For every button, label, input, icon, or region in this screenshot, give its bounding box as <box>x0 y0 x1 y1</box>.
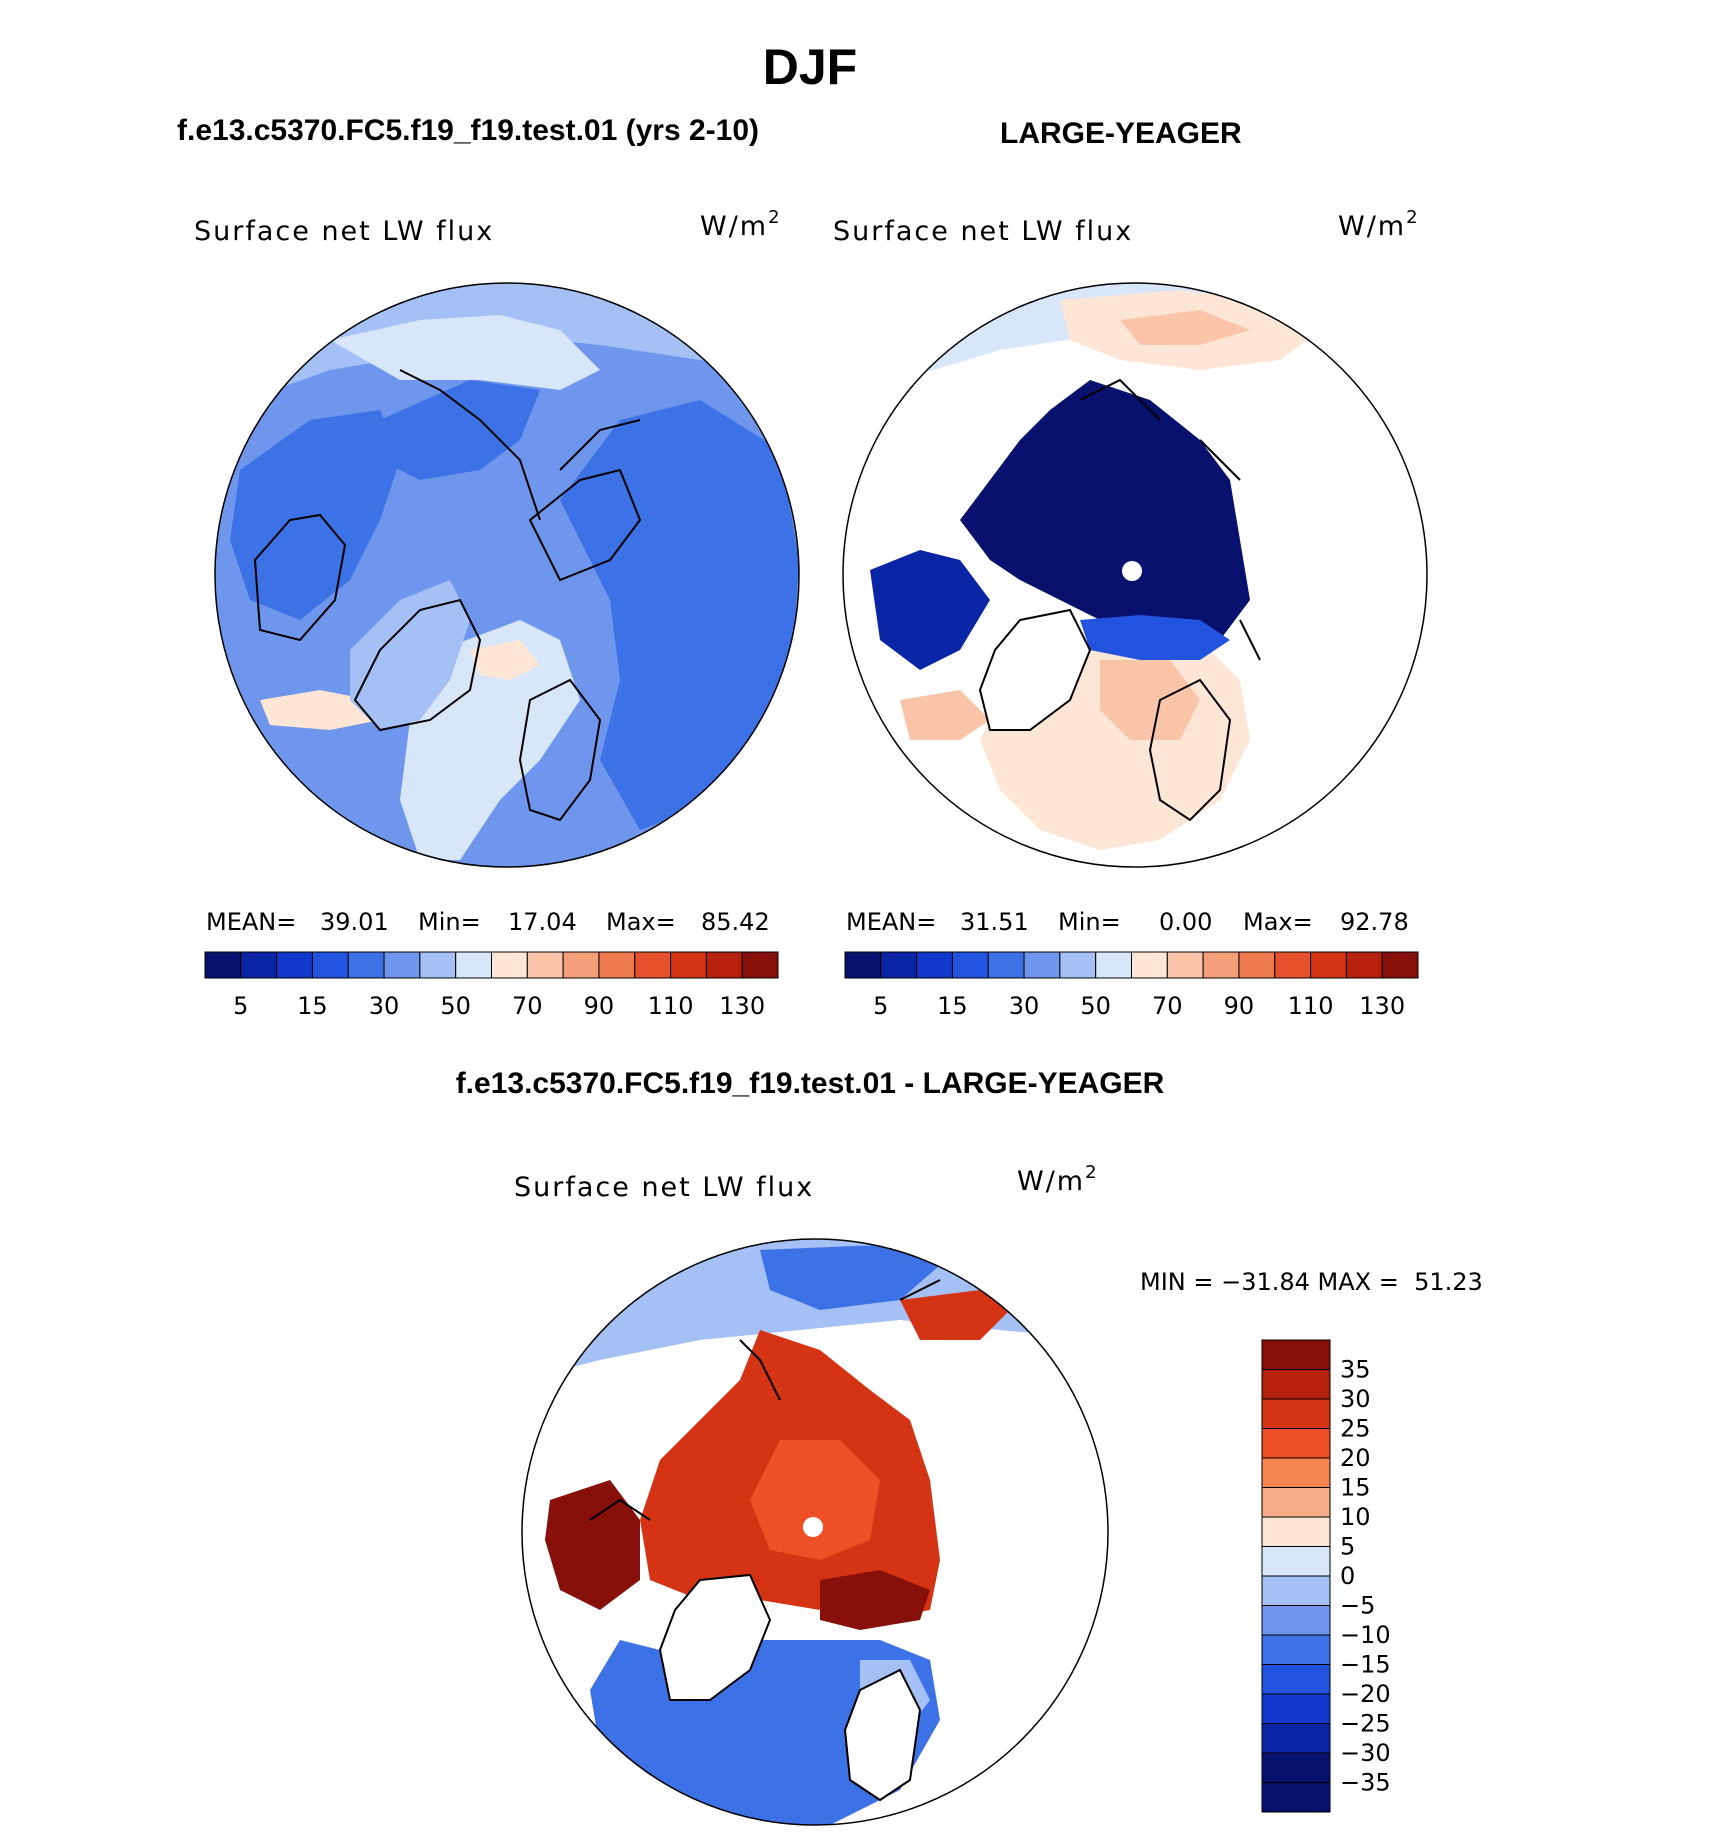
panel-model-colorbar-box <box>205 952 241 978</box>
panel-obs-max-value: 92.78 <box>1340 908 1409 936</box>
panel-difference-colorbar-box <box>1262 1606 1330 1636</box>
panel-model-colorbar-box <box>742 952 778 978</box>
panel-obs-colorbar-box <box>988 952 1024 978</box>
panel-difference-colorbar-box <box>1262 1753 1330 1783</box>
panel-obs-colorbar-box <box>1060 952 1096 978</box>
panel-model-colorbar-box <box>348 952 384 978</box>
panel-difference-colorbar-box <box>1262 1458 1330 1488</box>
panel-model-colorbar-box <box>420 952 456 978</box>
panel-model-colorbar <box>205 952 778 978</box>
panel-obs-colorbar-box <box>1132 952 1168 978</box>
panel-obs-units: $W/m^2$ <box>1338 207 1420 242</box>
panel-difference-title: f.e13.c5370.FC5.f19_f19.test.01 - LARGE-YEAGER <box>455 1067 1165 1100</box>
panel-obs-case-title: LARGE-YEAGER <box>1000 117 1242 150</box>
panel-difference-variable-label: Surface net LW flux <box>514 1172 815 1203</box>
panel-model-colorbar-box <box>706 952 742 978</box>
panel-model-colorbar-label: 50 <box>440 992 471 1020</box>
panel-difference-colorbar-label: −25 <box>1340 1709 1391 1738</box>
panel-obs-variable-label: Surface net LW flux <box>833 216 1134 247</box>
panel-difference-colorbar-box <box>1262 1370 1330 1400</box>
panel-difference-colorbar-label: −10 <box>1340 1621 1391 1649</box>
panel-obs-colorbar-box <box>1167 952 1203 978</box>
panel-obs-max-label: Max= <box>1243 908 1313 936</box>
panel-difference-colorbar-box <box>1262 1340 1330 1370</box>
panel-difference-colorbar-box <box>1262 1783 1330 1813</box>
panel-obs-colorbar-box <box>881 952 917 978</box>
panel-model-min-value: 17.04 <box>508 908 577 936</box>
panel-model-colorbar-box <box>456 952 492 978</box>
panel-difference-colorbar-box <box>1262 1576 1330 1606</box>
panel-difference-colorbar-box <box>1262 1665 1330 1695</box>
panel-difference-colorbar-box <box>1262 1547 1330 1577</box>
panel-difference-colorbar-label: 10 <box>1340 1503 1371 1531</box>
panel-difference-colorbar-label: −35 <box>1340 1768 1391 1797</box>
panel-obs-colorbar-label: 110 <box>1287 992 1334 1020</box>
panel-model-colorbar-box <box>312 952 348 978</box>
panel-difference-colorbar-label: 30 <box>1340 1385 1371 1413</box>
panel-difference-colorbar-label: 15 <box>1340 1473 1371 1502</box>
panel-obs-colorbar-box <box>845 952 881 978</box>
figure-title: DJF <box>762 39 858 95</box>
panel-obs-min-label: Min= <box>1058 908 1121 936</box>
panel-obs-colorbar-label: 90 <box>1223 992 1255 1020</box>
panel-obs <box>833 117 1427 1020</box>
pole-marker <box>803 1517 823 1537</box>
panel-model-map <box>215 283 799 867</box>
panel-difference-colorbar-box <box>1262 1488 1330 1518</box>
panel-difference-colorbar-label: −20 <box>1340 1680 1391 1708</box>
panel-obs-colorbar-box <box>1311 952 1347 978</box>
panel-difference-colorbar-box <box>1262 1429 1330 1459</box>
panel-model-units: $W/m^2$ <box>700 207 782 242</box>
panel-model-colorbar-box <box>635 952 671 978</box>
panel-model-colorbar-box <box>563 952 599 978</box>
panel-model-mean-value: 39.01 <box>320 908 389 936</box>
panel-difference-minmax: MIN = −31.84 MAX = 51.23 <box>1140 1268 1483 1296</box>
panel-model-colorbar-label: 15 <box>297 992 328 1020</box>
panel-difference-colorbar-box <box>1262 1399 1330 1429</box>
panel-model-min-label: Min= <box>418 908 481 936</box>
panel-model-colorbar-label: 110 <box>647 992 694 1020</box>
panel-obs-colorbar-box <box>952 952 988 978</box>
panel-model-mean-label: MEAN= <box>206 908 297 936</box>
panel-model-colorbar-box <box>384 952 420 978</box>
panel-model-colorbar-label: 5 <box>233 992 249 1020</box>
panel-difference-colorbar <box>1262 1340 1330 1812</box>
panel-model-colorbar-box <box>671 952 707 978</box>
panel-difference-colorbar-label: 0 <box>1340 1562 1356 1590</box>
panel-difference-units: $W/m^2$ <box>1017 1162 1099 1197</box>
panel-model-max-label: Max= <box>606 908 676 936</box>
panel-obs-colorbar-box <box>1239 952 1275 978</box>
panel-model-colorbar-labels <box>233 992 765 1020</box>
panel-model-colorbar-box <box>277 952 313 978</box>
panel-obs-mean-label: MEAN= <box>846 908 937 936</box>
panel-obs-colorbar-label: 50 <box>1080 992 1111 1020</box>
panel-difference-colorbar-label: 35 <box>1340 1355 1371 1384</box>
panel-model-colorbar-box <box>527 952 563 978</box>
panel-obs-map <box>843 283 1427 867</box>
panel-obs-colorbar-box <box>1203 952 1239 978</box>
panel-obs-colorbar-box <box>1024 952 1060 978</box>
panel-model-colorbar-label: 130 <box>719 992 766 1020</box>
panel-model-colorbar-box <box>241 952 277 978</box>
panel-difference-colorbar-label: −15 <box>1340 1650 1391 1679</box>
panel-model-colorbar-label: 70 <box>512 992 543 1020</box>
panel-obs-min-value: 0.00 <box>1159 908 1213 936</box>
panel-model-colorbar-box <box>599 952 635 978</box>
panel-difference-colorbar-box <box>1262 1694 1330 1724</box>
panel-obs-mean-value: 31.51 <box>960 908 1029 936</box>
panel-obs-colorbar-box <box>1382 952 1418 978</box>
panel-difference-colorbar-label: 5 <box>1340 1532 1356 1561</box>
panel-model-variable-label: Surface net LW flux <box>194 216 495 247</box>
panel-model-colorbar-box <box>492 952 528 978</box>
panel-difference-colorbar-box <box>1262 1517 1330 1547</box>
panel-obs-colorbar-box <box>1346 952 1382 978</box>
panel-obs-colorbar-label: 5 <box>873 992 889 1020</box>
panel-difference-colorbar-label: −5 <box>1340 1591 1376 1620</box>
panel-obs-colorbar-label: 130 <box>1359 992 1406 1020</box>
panel-model-colorbar-label: 90 <box>583 992 615 1020</box>
panel-model-case-title: f.e13.c5370.FC5.f19_f19.test.01 (yrs 2-10) <box>177 114 760 147</box>
panel-obs-colorbar-label: 15 <box>937 992 968 1020</box>
panel-model <box>177 114 799 1020</box>
panel-model-colorbar-label: 30 <box>368 992 400 1020</box>
panel-obs-colorbar-box <box>917 952 953 978</box>
pole-marker <box>1122 561 1142 581</box>
panel-obs-colorbar-label: 30 <box>1008 992 1040 1020</box>
panel-difference-colorbar-label: 20 <box>1340 1444 1371 1472</box>
panel-obs-colorbar-box <box>1275 952 1311 978</box>
panel-obs-colorbar-box <box>1096 952 1132 978</box>
panel-difference-colorbar-label: 25 <box>1340 1414 1371 1443</box>
panel-obs-colorbar-label: 70 <box>1152 992 1183 1020</box>
panel-obs-colorbar-labels <box>873 992 1405 1020</box>
panel-difference-colorbar-box <box>1262 1724 1330 1754</box>
panel-difference-colorbar-label: −30 <box>1340 1739 1391 1767</box>
panel-difference <box>456 1067 1483 1830</box>
panel-difference-colorbar-box <box>1262 1635 1330 1665</box>
panel-difference-colorbar-labels <box>1340 1356 1391 1797</box>
panel-model-max-value: 85.42 <box>701 908 770 936</box>
panel-obs-colorbar <box>845 952 1418 978</box>
